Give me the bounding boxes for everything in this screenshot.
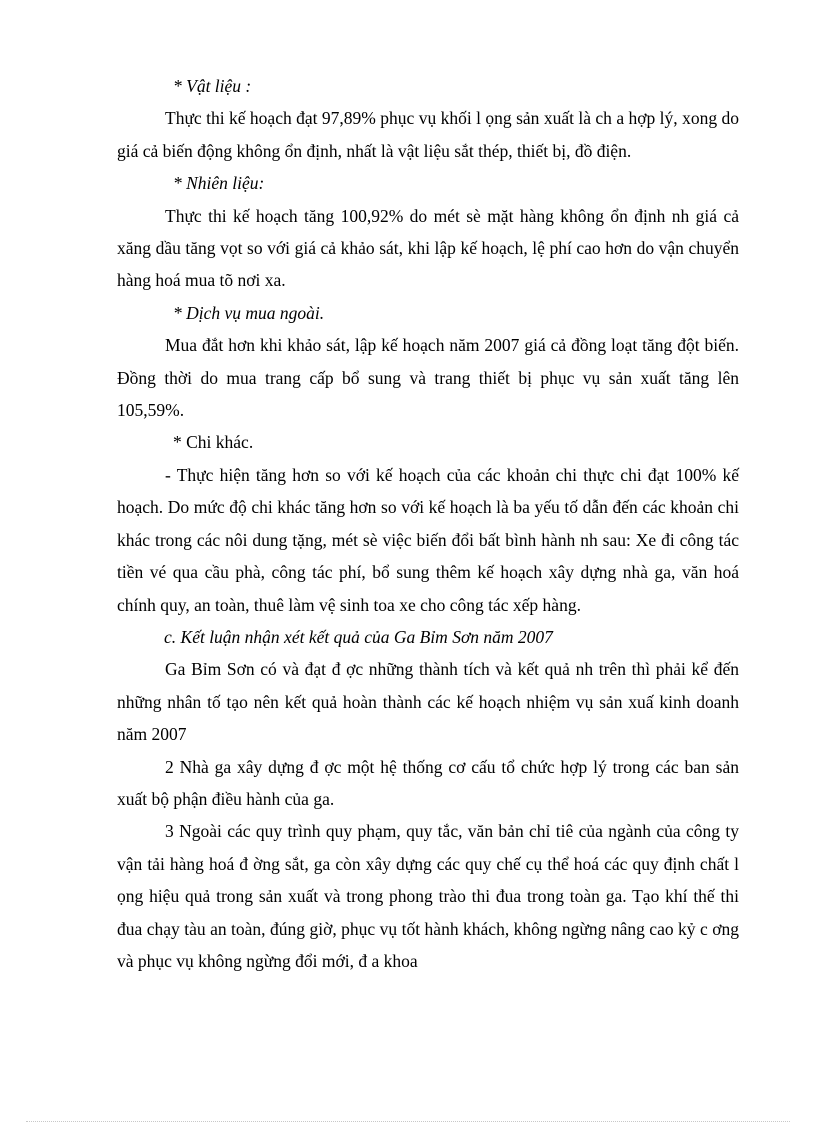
- document-body: [117, 70, 739, 977]
- heading-chi-khac: * Chi khác.: [173, 432, 254, 453]
- paragraph-dich-vu-mua-ngoai: Mua đắt hơn khi khảo sát, lập kế hoạch năm 2007 giá cả đồng loạt tăng đột biến. Đồng thời do mua trang cấp bổ sung và trang thiết bị phục vụ sản xuất tăng lên 105,59%.: [117, 335, 739, 421]
- paragraph-co-cau-to-chuc: 2 Nhà ga xây dựng đ ợc một hệ thống cơ cấu tổ chức hợp lý trong các ban sản xuất bộ phận điều hành của ga.: [117, 756, 739, 809]
- paragraph-chi-khac: - Thực hiện tăng hơn so với kế hoạch của các khoản chi thực chi đạt 100% kế hoạch. Do mức độ chi khác tăng hơn so với kế hoạch là ba yếu tố dẫn đến các khoản chi khác trong các nôi dung tặng, mét sè việc biến đổi bất bình hành nh sau: Xe đi công tác tiền vé qua cầu phà, công tác phí, bổ sung thêm kế hoạch xây dựng nhà ga, văn hoá chính quy, an toàn, thuê làm vệ sinh toa xe cho công tác xếp hàng.: [117, 464, 739, 615]
- heading-nhien-lieu: * Nhiên liệu:: [173, 173, 265, 194]
- paragraph-vat-lieu: Thực thi kế hoạch đạt 97,89% phục vụ khối l ọng sản xuất là ch a hợp lý, xong do giá cả biến động không ổn định, nhất là vật liệu sắt thép, thiết bị, đồ điện.: [117, 108, 739, 161]
- heading-ket-luan: c. Kết luận nhận xét kết quả của Ga Bỉm Sơn năm 2007: [164, 626, 553, 647]
- page-bottom-divider: [26, 1121, 790, 1122]
- heading-vat-lieu: * Vật liệu :: [173, 76, 252, 96]
- paragraph-ket-luan: Ga Bỉm Sơn có và đạt đ ợc những thành tích và kết quả nh trên thì phải kể đến những nhân tố tạo nên kết quả hoàn thành các kế hoạch nhiệm vụ sản xuấ kinh doanh năm 2007: [117, 659, 739, 745]
- paragraph-nhien-lieu: Thực thi kế hoạch tăng 100,92% do mét sè mặt hàng không ổn định nh giá cả xăng dầu tăng vọt so với giá cả khảo sát, khi lập kế hoạch, lệ phí cao hơn do vận chuyển hàng hoá mua tõ nơi xa.: [117, 205, 739, 291]
- heading-dich-vu-mua-ngoai: * Dịch vụ mua ngoài.: [173, 302, 325, 323]
- paragraph-quy-trinh: 3 Ngoài các quy trình quy phạm, quy tắc, văn bản chỉ tiê của ngành của công ty vận tải hàng hoá đ ờng sắt, ga còn xây dựng các quy chế cụ thể hoá các quy định chất l ọng hiệu quả trong sản xuất và trong phong trào thi đua trong toàn ga. Tạo khí thế thi đua chạy tàu an toàn, đúng giờ, phục vụ tốt hành khách, không ngừng nâng cao kỷ c ơng và phục vụ không ngừng đổi mới, đ a khoa: [117, 821, 739, 971]
